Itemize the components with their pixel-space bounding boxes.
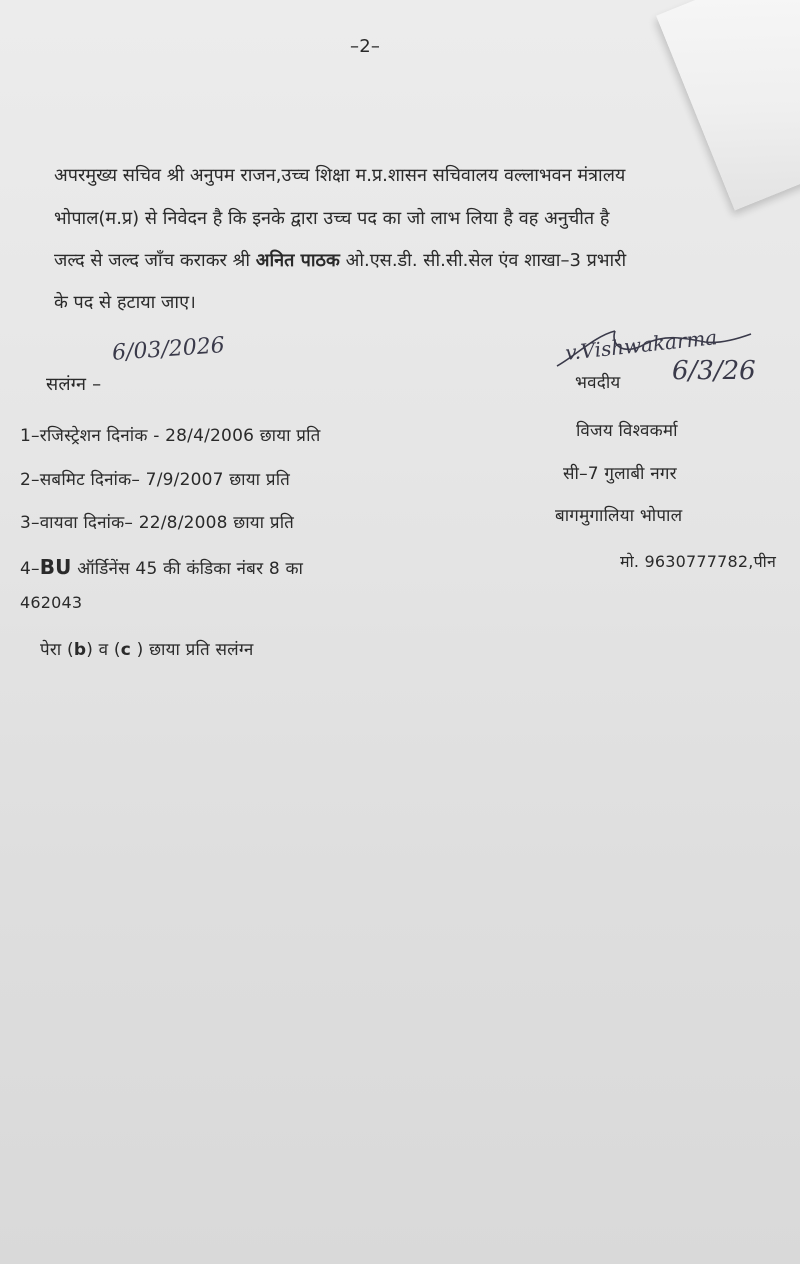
enclosure-item-3: 3–वायवा दिनांक– 22/8/2008 छाया प्रति [20,513,295,533]
body-line-3-end: ओ.एस.डी. सी.सी.सेल एंव शाखा–3 प्रभारी [339,250,627,271]
enclosure-item-5-b: b [73,640,87,660]
enclosure-item-4 [20,555,303,579]
enclosures-heading: सलंग्न – [46,374,102,395]
sender-name: विजय विश्वकर्मा [576,421,678,441]
body-line-4: के पद से हटाया जाए। [54,292,196,313]
enclosure-item-5-mid: ) व ( [86,640,121,660]
enclosure-item-5-start: पेरा ( [40,640,74,660]
enclosure-item-4-continued: 462043 [20,593,83,612]
enclosure-item-4-bu: BU [39,555,72,579]
enclosure-item-5-c: c [120,640,132,660]
handwritten-date-right: 6/3/26 [672,356,756,386]
sender-address-line-2: बागमुगालिया भोपाल [555,506,683,526]
enclosure-item-5 [40,637,253,660]
page-number: –2– [350,36,381,57]
enclosure-item-4-number: 4– [20,559,40,579]
officer-name: अनित पाठक [255,250,340,271]
sender-address-line-1: सी–7 गुलाबी नगर [563,464,677,484]
enclosure-item-1: 1–रजिस्ट्रेशन दिनांक - 28/4/2006 छाया प्रति [20,426,321,446]
sender-phone: मो. 9630777782,पीन [620,552,777,571]
body-line-1: अपरमुख्य सचिव श्री अनुपम राजन,उच्च शिक्षा म.प्र.शासन सचिवालय वल्लाभवन मंत्रालय [54,165,626,186]
signature: v.Vishwakarma [564,325,719,365]
body-line-3 [54,248,754,272]
enclosure-item-5-end: ) छाया प्रति सलंग्न [131,640,254,660]
enclosure-item-2: 2–सबमिट दिनांक– 7/9/2007 छाया प्रति [20,470,290,490]
body-line-2: भोपाल(म.प्र) से निवेदन है कि इनके द्वारा उच्च पद का जो लाभ लिया है वह अनुचीत है [54,208,610,229]
body-line-3-start: जल्द से जल्द जाँच कराकर श्री [54,250,256,271]
handwritten-date-left: 6/03/2026 [111,333,226,366]
closing-text: भवदीय [575,373,621,393]
enclosure-item-4-text: ऑर्डिनेंस 45 की कंडिका नंबर 8 का [71,559,304,579]
